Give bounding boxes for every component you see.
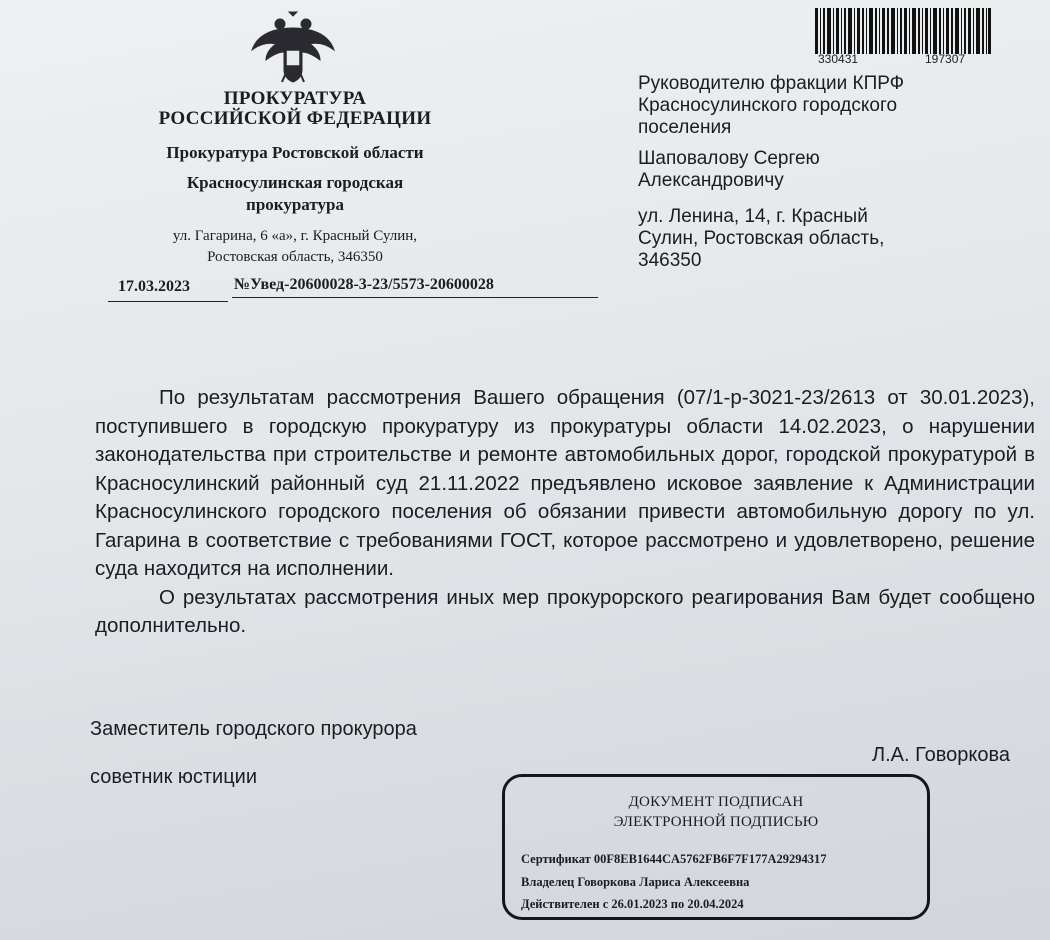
- recipient-address-line2: Сулин, Ростовская область,: [638, 228, 885, 249]
- stamp-validity-row: [521, 897, 744, 912]
- stamp-certificate-value: 00F8EB1644CA5762FB6F7F177A29294317: [593, 852, 827, 866]
- barcode-icon: [815, 8, 991, 54]
- stamp-valid-to-label: по: [670, 897, 688, 911]
- recipient-address-line3: 346350: [638, 250, 702, 271]
- stamp-valid-from-label: Действителен с: [521, 897, 612, 911]
- stamp-valid-to: 20.04.2024: [687, 897, 744, 911]
- reference-date: 17.03.2023: [118, 278, 190, 295]
- issuer-city-office-line1: Красносулинская городская: [186, 173, 404, 192]
- recipient-name-line2: Александровичу: [638, 170, 784, 191]
- recipient-name-line1: Шаповалову Сергею: [638, 148, 820, 169]
- reference-date-underline: [108, 301, 228, 302]
- recipient-position-line3: поселения: [638, 117, 732, 138]
- stamp-certificate-label: Сертификат: [521, 852, 594, 866]
- reference-line: [108, 276, 598, 300]
- stamp-owner-value: Говоркова Лариса Алексеевна: [577, 875, 750, 889]
- recipient-position-line1: Руководителю фракции КПРФ: [638, 73, 905, 94]
- recipient-name: [638, 148, 1028, 192]
- stamp-heading-2: ЭЛЕКТРОННОЙ ПОДПИСЬЮ: [613, 814, 819, 830]
- recipient-position: [638, 73, 1028, 139]
- issuer-address-line1: ул. Гагарина, 6 «а», г. Красный Сулин,: [172, 228, 418, 244]
- stamp-valid-from: 26.01.2023: [611, 897, 671, 911]
- barcode-number-left: 330431: [818, 52, 859, 66]
- reference-number: №Увед-20600028-3-23/5573-20600028: [234, 276, 494, 293]
- electronic-signature-stamp: [502, 774, 930, 920]
- issuer-address-line2: Ростовская область, 346350: [207, 249, 383, 265]
- stamp-heading-1: ДОКУМЕНТ ПОДПИСАН: [628, 794, 804, 810]
- signer-name: Л.А. Говоркова: [872, 744, 1011, 766]
- body-paragraph-2: О результатах рассмотрения иных мер прокурорского реагирования Вам будет сообщено дополнительно.: [95, 585, 1035, 637]
- issuer-name-line2: РОССИЙСКОЙ ФЕДЕРАЦИИ: [158, 108, 432, 129]
- issuer-name-line1: ПРОКУРАТУРА: [223, 88, 367, 109]
- barcode-number-right: 197307: [925, 52, 966, 66]
- letter-body: [95, 384, 1035, 641]
- stamp-owner-row: [521, 875, 749, 890]
- issuer-city-office: [105, 172, 485, 216]
- recipient-position-line2: Красносулинского городского: [638, 95, 898, 116]
- issuer-city-office-line2: прокуратура: [246, 195, 344, 214]
- stamp-owner-label: Владелец: [521, 875, 578, 889]
- issuer-regional-office: Прокуратура Ростовской области: [166, 143, 424, 162]
- double-headed-eagle-emblem-icon: [248, 10, 338, 88]
- recipient-address-line1: ул. Ленина, 14, г. Красный: [638, 206, 868, 227]
- signer-title: Заместитель городского прокурора: [90, 718, 417, 740]
- stamp-certificate-row: [521, 852, 827, 867]
- signer-rank: советник юстиции: [90, 766, 258, 788]
- reference-number-underline: [232, 297, 598, 298]
- body-paragraph-1: По результатам рассмотрения Вашего обращения (07/1-р-3021-23/2613 от 30.01.2023), поступившего в городскую прокуратуру из прокуратуры области 14.02.2023, о нарушении законодательства при строительстве и ремонте автомобильных дорог, городской прокуратурой в Красносулинский районный суд 21.11.2022 предъявлено исковое заявление к Администрации Красносулинского городского поселения об обязании привести автомобильную дорогу по ул. Гагарина в соответствие с требованиями ГОСТ, которое рассмотрено и удовлетворено, решение суда находится на исполнении.: [95, 386, 1035, 580]
- recipient-address: [638, 206, 1028, 272]
- issuer-address: [100, 226, 490, 268]
